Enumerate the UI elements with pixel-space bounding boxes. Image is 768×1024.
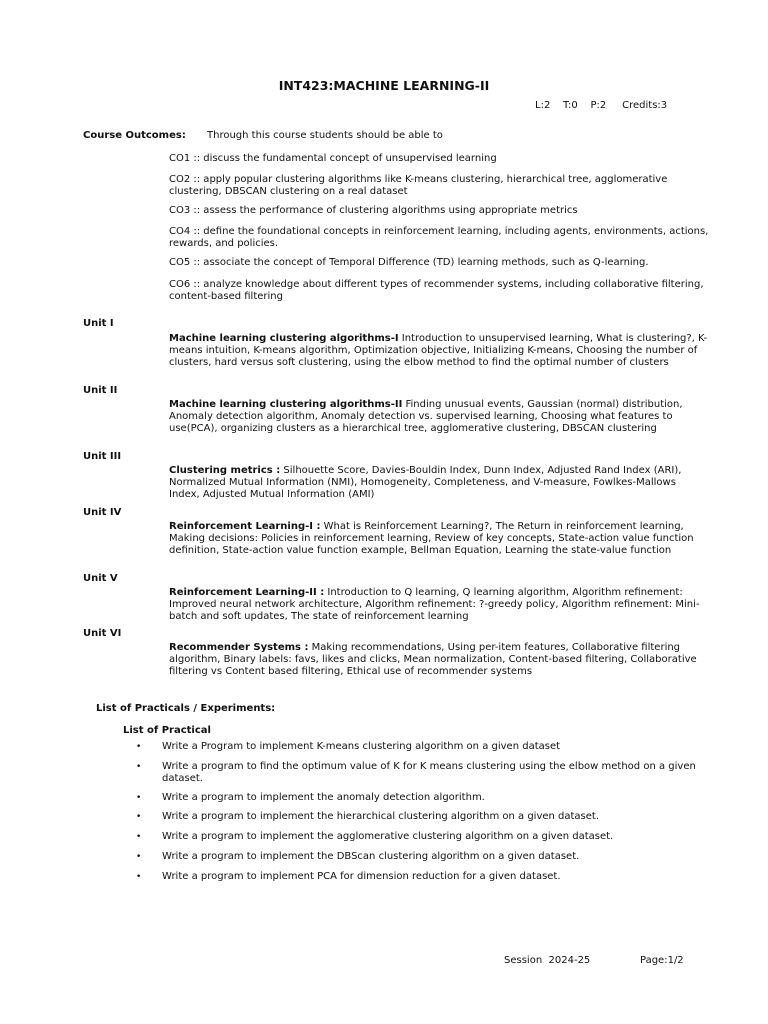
- unit-text: Introduction to Q learning, Q learning algorithm, Algorithm refinement: Improved neural network architecture, Algorithm refinement: ?-greedy policy, Algorithm refinement: Mini-batch and soft updates, The state of reinforcement learning: [169, 587, 700, 622]
- unit-heading: Clustering metrics :: [169, 465, 281, 476]
- unit-text: What is Reinforcement Learning?, The Return in reinforcement learning, Making decisions: Policies in reinforcement learning, Review of key concepts, State-action value function definition, State-action value function example, Bellman Equation, Learning the state-value function: [169, 521, 694, 556]
- course-outcome-6: CO6 :: analyze knowledge about different types of recommender systems, including collaborative filtering, content-based filtering: [169, 279, 704, 302]
- course-outcomes-intro: Through this course students should be able to: [207, 130, 443, 141]
- unit-label-4: Unit IV: [83, 507, 122, 518]
- practical-text: Write a Program to implement K-means clustering algorithm on a given dataset: [162, 741, 561, 752]
- unit-text: Finding unusual events, Gaussian (normal) distribution, Anomaly detection algorithm, Anomaly detection vs. supervised learning, Choosing what features to use(PCA), organizing clusters as a hierarchical tree, agglomerative clustering, DBSCAN clustering: [169, 399, 683, 434]
- page-number: Page:1/2: [640, 955, 684, 966]
- bullet-icon: •: [136, 742, 142, 752]
- course-outcome-2: CO2 :: apply popular clustering algorithms like K-means clustering, hierarchical tree, agglomerative clustering, DBSCAN clustering on a real dataset: [169, 174, 668, 197]
- unit-body-3: [169, 465, 709, 501]
- practical-text: Write a program to implement the DBScan clustering algorithm on a given dataset.: [162, 851, 580, 862]
- unit-body-5: [169, 587, 709, 623]
- practical-text: Write a program to implement the anomaly detection algorithm.: [162, 792, 485, 803]
- course-outcome-1: CO1 :: discuss the fundamental concept of unsupervised learning: [169, 153, 497, 164]
- practical-text: Write a program to implement PCA for dimension reduction for a given dataset.: [162, 871, 561, 882]
- unit-heading: Recommender Systems :: [169, 642, 309, 653]
- unit-label-3: Unit III: [83, 451, 122, 462]
- unit-text: Making recommendations, Using per-item features, Collaborative filtering algorithm, Binary labels: favs, likes and clicks, Mean normalization, Content-based filtering, Collaborative filtering vs Content based filtering, Ethical use of recommender systems: [169, 642, 697, 677]
- unit-text: Introduction to unsupervised learning, What is clustering?, K-means intuition, K-means algorithm, Optimization objective, Initializing K-means, Choosing the number of clusters, hard versus soft clustering, using the elbow method to find the optimal number of clusters: [169, 333, 708, 368]
- bullet-icon: •: [136, 812, 142, 822]
- bullet-icon: •: [136, 872, 142, 882]
- unit-text: Silhouette Score, Davies-Bouldin Index, Dunn Index, Adjusted Rand Index (ARI), Normalized Mutual Information (NMI), Homogeneity, Completeness, and V-measure, Fowlkes-Mallows Index, Adjusted Mutual Information (AMI): [169, 465, 682, 500]
- practical-text: Write a program to find the optimum value of K for K means clustering using the elbow method on a given dataset.: [162, 761, 696, 784]
- practicals-subheading: List of Practical: [123, 725, 211, 736]
- practicals-heading: List of Practicals / Experiments:: [96, 703, 276, 714]
- course-outcome-5: CO5 :: associate the concept of Temporal Difference (TD) learning methods, such as Q-learning.: [169, 257, 649, 268]
- unit-label-1: Unit I: [83, 318, 114, 329]
- course-outcomes-label: Course Outcomes:: [83, 130, 186, 141]
- session-label: Session 2024-25: [504, 955, 591, 966]
- course-outcome-4: CO4 :: define the foundational concepts in reinforcement learning, including agents, environments, actions, rewards, and policies.: [169, 226, 709, 249]
- unit-body-6: [169, 642, 709, 678]
- bullet-icon: •: [136, 793, 142, 803]
- unit-body-2: [169, 399, 709, 435]
- course-title: INT423:MACHINE LEARNING-II: [278, 78, 490, 93]
- unit-heading: Reinforcement Learning-I :: [169, 521, 321, 532]
- unit-label-6: Unit VI: [83, 628, 122, 639]
- course-outcome-3: CO3 :: assess the performance of clustering algorithms using appropriate metrics: [169, 205, 578, 216]
- unit-label-2: Unit II: [83, 385, 118, 396]
- unit-heading: Reinforcement Learning-II :: [169, 587, 325, 598]
- unit-heading: Machine learning clustering algorithms-I: [169, 333, 399, 344]
- bullet-icon: •: [136, 832, 142, 842]
- unit-label-5: Unit V: [83, 573, 118, 584]
- bullet-icon: •: [136, 762, 142, 772]
- unit-body-1: [169, 333, 709, 369]
- bullet-icon: •: [136, 852, 142, 862]
- credits-line: L:2 T:0 P:2 Credits:3: [535, 100, 668, 111]
- unit-heading: Machine learning clustering algorithms-II: [169, 399, 403, 410]
- practical-text: Write a program to implement the agglomerative clustering algorithm on a given dataset.: [162, 831, 614, 842]
- practical-text: Write a program to implement the hierarchical clustering algorithm on a given dataset.: [162, 811, 600, 822]
- unit-body-4: [169, 521, 709, 557]
